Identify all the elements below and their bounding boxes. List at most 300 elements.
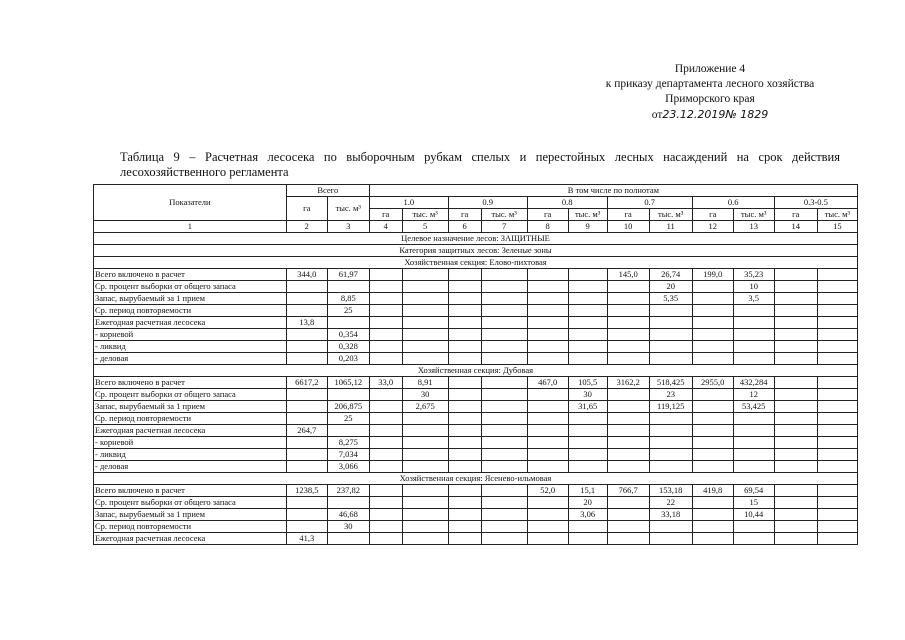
data-cell (448, 437, 481, 449)
data-cell (286, 341, 327, 353)
data-cell (448, 521, 481, 533)
row-label: Ежегодная расчетная лесосека (94, 317, 287, 329)
data-cell (527, 413, 568, 425)
annex-order: к приказу департамента лесного хозяйства (605, 78, 815, 90)
data-cell (774, 317, 817, 329)
data-cell (369, 425, 402, 437)
data-cell: 467,0 (527, 377, 568, 389)
data-cell (774, 281, 817, 293)
data-cell: 20 (649, 281, 692, 293)
data-cell (817, 269, 857, 281)
data-cell (286, 509, 327, 521)
allowable-cut-table (93, 184, 858, 545)
data-cell (527, 293, 568, 305)
data-cell (817, 293, 857, 305)
annex-title: Приложение 4 (674, 63, 746, 75)
data-cell: 0,328 (327, 341, 369, 353)
row-label: Всего включено в расчет (94, 377, 287, 389)
data-cell (774, 389, 817, 401)
data-cell: 0,203 (327, 353, 369, 365)
data-cell (286, 293, 327, 305)
data-cell (369, 461, 402, 473)
data-cell (369, 437, 402, 449)
data-cell (733, 317, 774, 329)
data-cell (692, 317, 733, 329)
data-cell (448, 425, 481, 437)
data-cell (448, 389, 481, 401)
data-cell (607, 293, 649, 305)
data-cell (527, 533, 568, 545)
data-cell: 8,85 (327, 293, 369, 305)
data-cell (286, 413, 327, 425)
data-cell (692, 329, 733, 341)
row-label: Запас, вырубаемый за 1 прием (94, 401, 287, 413)
data-cell (402, 521, 448, 533)
data-cell (402, 413, 448, 425)
data-cell (402, 533, 448, 545)
data-cell (733, 521, 774, 533)
data-cell (448, 401, 481, 413)
row-label: Ср. период повторяемости (94, 521, 287, 533)
data-cell (448, 329, 481, 341)
data-cell (369, 305, 402, 317)
data-cell (774, 497, 817, 509)
data-cell (774, 509, 817, 521)
data-cell (527, 317, 568, 329)
data-cell (448, 305, 481, 317)
data-cell (402, 509, 448, 521)
data-cell (402, 437, 448, 449)
data-cell (481, 317, 527, 329)
data-cell (286, 353, 327, 365)
section-title-row: Хозяйственная секция: Дубовая (94, 365, 858, 377)
data-cell (369, 329, 402, 341)
data-cell: 10,44 (733, 509, 774, 521)
data-cell (817, 329, 857, 341)
data-cell: 7,034 (327, 449, 369, 461)
data-cell (649, 449, 692, 461)
data-cell (649, 353, 692, 365)
data-cell: 46,68 (327, 509, 369, 521)
header-col-number: 2 (286, 221, 327, 233)
row-label: - корневой (94, 437, 287, 449)
data-cell (527, 329, 568, 341)
data-cell (369, 533, 402, 545)
header-sub-m3: тыс. м³ (402, 209, 448, 221)
data-cell (733, 461, 774, 473)
data-cell (402, 449, 448, 461)
data-cell (448, 509, 481, 521)
data-cell (607, 449, 649, 461)
data-cell (692, 533, 733, 545)
table-row (94, 425, 858, 437)
data-cell (649, 329, 692, 341)
data-cell: 33,18 (649, 509, 692, 521)
data-cell (369, 413, 402, 425)
annex-date-prefix: от (651, 109, 663, 121)
data-cell (607, 389, 649, 401)
data-cell (402, 497, 448, 509)
header-density: 1.0 (369, 197, 448, 209)
table-row (94, 521, 858, 533)
data-cell: 237,82 (327, 485, 369, 497)
data-cell (568, 425, 607, 437)
data-cell (817, 341, 857, 353)
data-cell (286, 389, 327, 401)
table-row (94, 389, 858, 401)
header-col-number: 7 (481, 221, 527, 233)
data-cell: 3,066 (327, 461, 369, 473)
data-cell (369, 281, 402, 293)
data-cell (692, 425, 733, 437)
header-col-number: 12 (692, 221, 733, 233)
data-cell (692, 509, 733, 521)
data-cell (481, 425, 527, 437)
data-cell (527, 281, 568, 293)
data-cell (402, 317, 448, 329)
header-indicators: Показатели (94, 185, 287, 221)
table-row (94, 509, 858, 521)
data-cell (448, 317, 481, 329)
header-col-number: 6 (448, 221, 481, 233)
data-cell (607, 353, 649, 365)
data-cell (481, 329, 527, 341)
data-cell (286, 305, 327, 317)
data-cell (481, 401, 527, 413)
data-cell: 30 (402, 389, 448, 401)
data-cell (649, 425, 692, 437)
data-cell (692, 353, 733, 365)
data-cell (286, 281, 327, 293)
data-cell (817, 449, 857, 461)
data-cell (568, 281, 607, 293)
data-cell (649, 317, 692, 329)
data-cell: 10 (733, 281, 774, 293)
row-label: Ежегодная расчетная лесосека (94, 425, 287, 437)
row-label: Ср. процент выборки от общего запаса (94, 497, 287, 509)
data-cell (774, 461, 817, 473)
data-cell (402, 293, 448, 305)
table-row (94, 437, 858, 449)
data-cell (817, 281, 857, 293)
data-cell (817, 485, 857, 497)
data-cell: 766,7 (607, 485, 649, 497)
data-cell (692, 389, 733, 401)
data-cell (692, 293, 733, 305)
table-row (94, 449, 858, 461)
data-cell (649, 341, 692, 353)
header-sub-ha: га (448, 209, 481, 221)
data-cell (774, 425, 817, 437)
data-cell (774, 485, 817, 497)
data-cell: 30 (568, 389, 607, 401)
data-cell (568, 341, 607, 353)
data-cell (607, 509, 649, 521)
data-cell: 5,35 (649, 293, 692, 305)
data-cell (817, 461, 857, 473)
data-cell (774, 329, 817, 341)
data-cell (733, 533, 774, 545)
data-cell (607, 521, 649, 533)
data-cell (448, 281, 481, 293)
table-row (94, 269, 858, 281)
data-cell (327, 317, 369, 329)
data-cell (649, 521, 692, 533)
data-cell (692, 401, 733, 413)
data-cell: 264,7 (286, 425, 327, 437)
header-density: 0.9 (448, 197, 527, 209)
row-label: Всего включено в расчет (94, 269, 287, 281)
data-cell (649, 461, 692, 473)
data-cell (607, 533, 649, 545)
table-row (94, 329, 858, 341)
data-cell (369, 389, 402, 401)
data-cell (607, 401, 649, 413)
data-cell: 8,275 (327, 437, 369, 449)
data-cell: 3,06 (568, 509, 607, 521)
row-label: Ср. процент выборки от общего запаса (94, 281, 287, 293)
data-cell (568, 353, 607, 365)
data-cell (369, 521, 402, 533)
data-cell (327, 533, 369, 545)
data-cell (369, 353, 402, 365)
data-cell: 105,5 (568, 377, 607, 389)
data-cell (568, 329, 607, 341)
table-row (94, 281, 858, 293)
data-cell (527, 437, 568, 449)
data-cell (817, 353, 857, 365)
data-cell (402, 305, 448, 317)
data-cell: 1065,12 (327, 377, 369, 389)
data-cell (369, 497, 402, 509)
data-cell (774, 377, 817, 389)
data-cell: 15,1 (568, 485, 607, 497)
data-cell: 41,3 (286, 533, 327, 545)
data-cell (774, 533, 817, 545)
table-row (94, 497, 858, 509)
data-cell: 22 (649, 497, 692, 509)
data-cell (286, 437, 327, 449)
data-cell (527, 461, 568, 473)
data-cell: 26,74 (649, 269, 692, 281)
data-cell (649, 305, 692, 317)
data-cell (369, 401, 402, 413)
data-cell (817, 497, 857, 509)
data-cell: 206,875 (327, 401, 369, 413)
annex-block (560, 62, 860, 123)
row-label: - ликвид (94, 341, 287, 353)
data-cell (733, 329, 774, 341)
data-cell (568, 293, 607, 305)
data-cell: 35,23 (733, 269, 774, 281)
data-cell (481, 533, 527, 545)
data-cell (568, 449, 607, 461)
data-cell (448, 497, 481, 509)
data-cell (774, 269, 817, 281)
table-row (94, 317, 858, 329)
data-cell (327, 497, 369, 509)
data-cell: 25 (327, 305, 369, 317)
table-row (94, 461, 858, 473)
data-cell (402, 341, 448, 353)
table-row (94, 413, 858, 425)
row-label: Ср. процент выборки от общего запаса (94, 389, 287, 401)
data-cell (481, 521, 527, 533)
data-cell (692, 461, 733, 473)
header-col-number: 14 (774, 221, 817, 233)
data-cell (527, 305, 568, 317)
header-total-ha: га (286, 197, 327, 221)
table-row (94, 485, 858, 497)
row-label: - корневой (94, 329, 287, 341)
row-label: - деловая (94, 353, 287, 365)
data-cell (286, 497, 327, 509)
data-cell: 119,125 (649, 401, 692, 413)
table-row (94, 305, 858, 317)
data-cell: 20 (568, 497, 607, 509)
data-cell (817, 389, 857, 401)
data-cell (817, 413, 857, 425)
data-cell (568, 305, 607, 317)
data-cell (481, 377, 527, 389)
data-cell (774, 413, 817, 425)
header-sub-m3: тыс. м³ (649, 209, 692, 221)
data-cell (607, 305, 649, 317)
data-cell: 145,0 (607, 269, 649, 281)
data-cell (774, 437, 817, 449)
data-cell (448, 269, 481, 281)
data-cell (369, 509, 402, 521)
data-cell (774, 305, 817, 317)
data-cell: 8,91 (402, 377, 448, 389)
data-cell (607, 413, 649, 425)
data-cell: 23 (649, 389, 692, 401)
data-cell (817, 401, 857, 413)
data-cell (527, 425, 568, 437)
data-cell (568, 521, 607, 533)
row-label: Запас, вырубаемый за 1 прием (94, 293, 287, 305)
header-sub-ha: га (774, 209, 817, 221)
data-cell (733, 353, 774, 365)
data-cell (692, 521, 733, 533)
data-cell (817, 509, 857, 521)
data-cell: 344,0 (286, 269, 327, 281)
header-density: 0.8 (527, 197, 607, 209)
data-cell (527, 509, 568, 521)
data-cell (481, 281, 527, 293)
data-cell (733, 305, 774, 317)
data-cell (481, 485, 527, 497)
row-label: Всего включено в расчет (94, 485, 287, 497)
data-cell (568, 437, 607, 449)
data-cell (774, 401, 817, 413)
data-cell (369, 449, 402, 461)
data-cell (568, 269, 607, 281)
data-cell (733, 341, 774, 353)
data-cell (774, 341, 817, 353)
data-cell: 3162,2 (607, 377, 649, 389)
data-cell (774, 521, 817, 533)
data-cell (817, 305, 857, 317)
header-sub-m3: тыс. м³ (481, 209, 527, 221)
data-cell: 25 (327, 413, 369, 425)
annex-region: Приморского края (665, 93, 755, 105)
header-col-number: 15 (817, 221, 857, 233)
data-cell (481, 413, 527, 425)
data-cell (527, 497, 568, 509)
data-cell: 0,354 (327, 329, 369, 341)
header-density: 0.7 (607, 197, 692, 209)
table-row (94, 353, 858, 365)
data-cell (481, 305, 527, 317)
data-cell (607, 437, 649, 449)
table-row (94, 293, 858, 305)
data-cell (448, 449, 481, 461)
data-cell (402, 329, 448, 341)
header-col-number: 11 (649, 221, 692, 233)
header-density: 0.6 (692, 197, 774, 209)
data-cell (369, 485, 402, 497)
data-cell (286, 461, 327, 473)
header-col-number: 5 (402, 221, 448, 233)
data-cell (568, 461, 607, 473)
data-cell: 12 (733, 389, 774, 401)
data-cell (402, 269, 448, 281)
data-cell (402, 425, 448, 437)
data-cell (286, 329, 327, 341)
data-cell (607, 497, 649, 509)
data-cell (481, 269, 527, 281)
data-cell (649, 533, 692, 545)
data-cell (649, 413, 692, 425)
data-cell (607, 329, 649, 341)
data-cell (692, 281, 733, 293)
data-cell (448, 413, 481, 425)
data-cell: 31,65 (568, 401, 607, 413)
data-cell: 518,425 (649, 377, 692, 389)
data-cell (448, 533, 481, 545)
data-cell (527, 521, 568, 533)
data-cell (527, 353, 568, 365)
header-sub-m3: тыс. м³ (568, 209, 607, 221)
data-cell (327, 389, 369, 401)
data-cell (733, 449, 774, 461)
data-cell (817, 533, 857, 545)
data-cell: 69,54 (733, 485, 774, 497)
data-cell (817, 317, 857, 329)
data-cell (369, 341, 402, 353)
data-cell: 199,0 (692, 269, 733, 281)
data-cell (692, 341, 733, 353)
data-cell (327, 281, 369, 293)
data-cell (286, 449, 327, 461)
data-cell (448, 377, 481, 389)
data-cell (817, 425, 857, 437)
data-cell (649, 437, 692, 449)
data-cell (481, 353, 527, 365)
data-cell (527, 341, 568, 353)
data-cell (733, 413, 774, 425)
data-cell (481, 341, 527, 353)
data-cell (481, 389, 527, 401)
data-cell (568, 413, 607, 425)
data-cell (527, 269, 568, 281)
row-label: - ликвид (94, 449, 287, 461)
header-sub-m3: тыс. м³ (817, 209, 857, 221)
data-cell: 33,0 (369, 377, 402, 389)
table-row (94, 533, 858, 545)
data-cell (733, 425, 774, 437)
